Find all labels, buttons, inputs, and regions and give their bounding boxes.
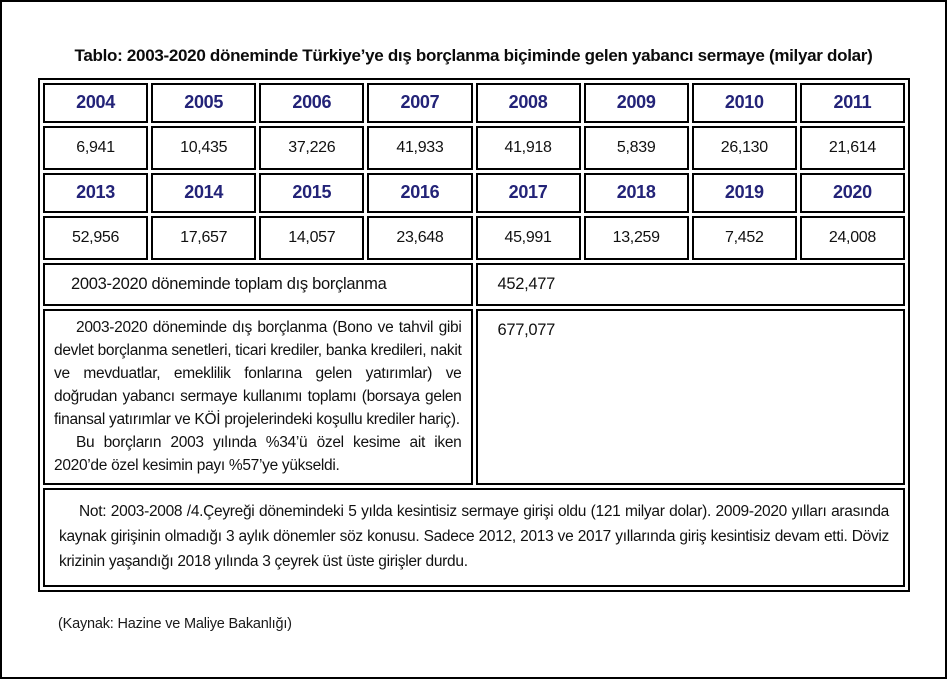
year-header-row-1 [43,83,905,123]
value-cell: 17,657 [151,216,256,260]
value-cell: 45,991 [476,216,581,260]
value-row-1 [43,126,905,170]
value-cell: 41,933 [367,126,472,170]
value-cell: 10,435 [151,126,256,170]
year-header-cell: 2014 [151,173,256,213]
year-header-cell: 2008 [476,83,581,123]
borrowing-table [38,78,910,592]
year-header-cell: 2013 [43,173,148,213]
value-cell: 41,918 [476,126,581,170]
year-header-cell: 2007 [367,83,472,123]
value-cell: 7,452 [692,216,797,260]
note-row [43,488,905,587]
year-header-cell: 2009 [584,83,689,123]
year-header-row-2 [43,173,905,213]
value-cell: 21,614 [800,126,905,170]
note-text: Not: 2003-2008 /4.Çeyreği dönemindeki 5 yılda kesintisiz sermaye girişi oldu (121 milyar dolar). 2009-2020 yılları arasında kaynak girişinin olmadığı 3 aylık dönemler söz konusu. Sadece 2012, 2013 ve 2017 yıllarında giriş kesintisiz devam etti. Döviz krizinin yaşandığı 2018 yılında 3 çeyrek üst üste girişler durdu. [59,503,889,570]
value-cell: 24,008 [800,216,905,260]
value-cell: 6,941 [43,126,148,170]
year-header-cell: 2005 [151,83,256,123]
year-header-cell: 2018 [584,173,689,213]
value-cell: 52,956 [43,216,148,260]
year-header-cell: 2017 [476,173,581,213]
year-header-cell: 2010 [692,83,797,123]
total-row [43,263,905,306]
value-row-2 [43,216,905,260]
detail-paragraph-1: 2003-2020 döneminde dış borçlanma (Bono ve tahvil gibi devlet borçlanma senetleri, ticari krediler, banka kredileri, nakit ve mevduatlar, emeklilik fonlarına gelen yatırımlar) ve doğrudan yabancı sermaye kullanımı toplamı (borsaya gelen finansal yatırımlar ve KÖİ projelerindeki koşullu krediler hariç). [54,319,462,428]
total-value: 452,477 [476,263,906,306]
year-header-cell: 2019 [692,173,797,213]
detail-value: 677,077 [476,309,906,485]
note-cell [43,488,905,587]
detail-paragraph-2: Bu borçların 2003 yılında %34’ü özel kesime ait iken 2020’de özel kesimin payı %57’ye yükseldi. [54,434,462,474]
year-header-cell: 2015 [259,173,364,213]
total-label: 2003-2020 döneminde toplam dış borçlanma [43,263,473,306]
year-header-cell: 2016 [367,173,472,213]
value-cell: 13,259 [584,216,689,260]
source-line: (Kaynak: Hazine ve Maliye Bakanlığı) [58,616,292,632]
value-cell: 14,057 [259,216,364,260]
value-cell: 5,839 [584,126,689,170]
year-header-cell: 2011 [800,83,905,123]
value-cell: 37,226 [259,126,364,170]
page-title: Tablo: 2003-2020 döneminde Türkiye’ye dış borçlanma biçiminde gelen yabancı sermaye (milyar dolar) [74,46,873,65]
detail-description [43,309,473,485]
year-header-cell: 2006 [259,83,364,123]
value-cell: 23,648 [367,216,472,260]
year-header-cell: 2004 [43,83,148,123]
detail-row [43,309,905,485]
value-cell: 26,130 [692,126,797,170]
year-header-cell: 2020 [800,173,905,213]
